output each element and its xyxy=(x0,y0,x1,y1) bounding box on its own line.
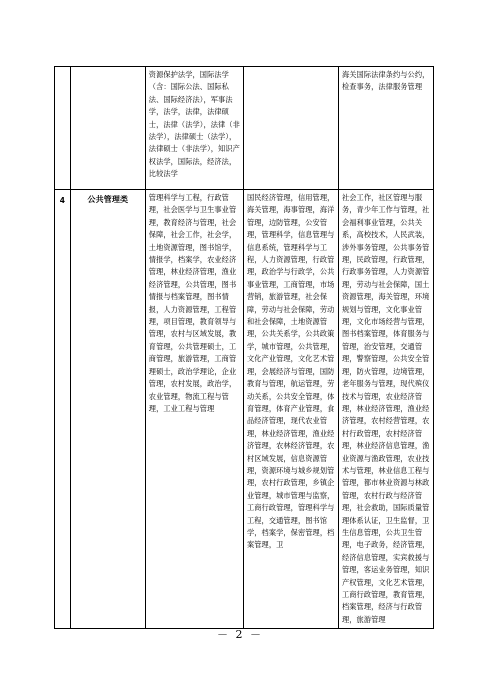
table-row xyxy=(55,67,434,190)
postgraduate-majors-cell: 资源保护法学，国际法学（含：国际公法、国际私法、国际经济法），军事法学，法学，法律，法律硕士，法律（法学），法律（非法学），法律硕士（法学），法律硕士（非法学），知识产权法学，国际法，经济法，比较法学 xyxy=(145,67,243,190)
postgraduate-majors-cell: 管理科学与工程，行政管理，社会医学与卫生事业管理，教育经济与管理，社会保障，社会工作，社会学，土地资源管理，图书馆学，情报学，档案学，农业经济管理，林业经济管理，渔业经济管理，公共管理，图书情报与档案管理，图书情报，人力资源管理，工程管理，项目管理，教育领导与管理，农村与区域发展，教育管理，公共管理硕士，工商管理，旅游管理，工商管理硕士，政治学理论，企业管理，农村发展，政治学，农业管理，物流工程与管理，工业工程与管理 xyxy=(145,190,243,629)
majors-table xyxy=(54,66,434,629)
undergraduate-majors-cell xyxy=(243,67,338,190)
category-cell xyxy=(70,67,145,190)
majors-table-container xyxy=(54,66,434,629)
college-majors-cell: 海关国际法律条约与公约，检查事务，法律服务管理 xyxy=(338,67,433,190)
table-row xyxy=(55,190,434,629)
row-number xyxy=(55,67,71,190)
college-majors-cell: 社会工作，社区管理与服务，青少年工作与管理，社会福利事业管理，公共关系，高校技术，人民武装，涉外事务管理，公共事务管理，民政管理，行政管理，行政事务管理，人力资源管理，劳动与社会保障，国土资源管理，海关管理，环境规划与管理，文化事业管理，文化市场经营与管理，图书档案管理，体育服务与管理，治安管理，交通管理，警察管理，公共安全管理，防火管理，边境管理，老年服务与管理，现代殡仪技术与管理，农业经济管理，林业经济管理，渔业经济管理，农村经营管理，农村行政管理，农村经济管理，林业经济信息管理，渔业资源与渔政管理，农业技术与管理，林业信息工程与管理，都市林业资源与林政管理，农村行政与经济管理，社会救助，国际质量管理体系认证，卫生监督，卫生信息管理，公共卫生管理，电子政务，经济管理，经济信息管理，实宾救援与管理，客运业务管理，知识产权管理，文化艺术管理，工商行政管理，教育管理，档案管理，经济与行政管理，旅游管理 xyxy=(338,190,433,629)
category-cell: 公共管理类 xyxy=(70,190,145,629)
undergraduate-majors-cell: 国民经济管理，信用管理，海关管理，海事管理，海洋管理，边防管理，公安管理，管理科学，信息管理与信息系统，管理科学与工程，人力资源管理，行政管理，政治学与行政学，公共事业管理，工商管理，市场营销，旅游管理，社会保障，劳动与社会保障，劳动和社会保障，土地资源管理，公共关系学，公共政策学，城市管理，公共管理，文化产业管理，文化艺术管理，会展经济与管理，国防教育与管理，航运管理，劳动关系，公共安全管理，体育管理，体育产业管理，食品经济管理，现代农业管理，林业经济管理，渔业经济管理，农林经济管理，农村区域发展，信息资源管理，资源环境与城乡规划管理，农村行政管理，乡镇企业管理，城市管理与监察，工商行政管理，管理科学与工程，交通管理，图书馆学，档案学，保密管理，档案管理，卫 xyxy=(243,190,338,629)
row-number: 4 xyxy=(55,190,71,629)
page-number: － 2 － xyxy=(217,628,263,641)
